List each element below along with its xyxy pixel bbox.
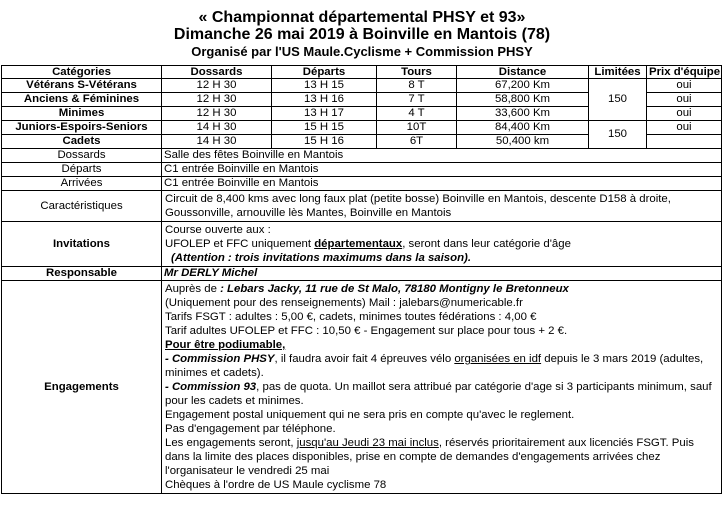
departs-cell: 15 H 16	[272, 135, 377, 149]
dossards-cell: 14 H 30	[162, 121, 272, 135]
info-value	[162, 281, 722, 494]
invitations-line: Course ouverte aux :	[165, 224, 271, 236]
distance-cell: 50,400 km	[457, 135, 589, 149]
category-cell: Juniors-Espoirs-Seniors	[2, 121, 162, 135]
info-label: Départs	[2, 163, 162, 177]
distance-cell: 67,200 Km	[457, 79, 589, 93]
text: , pas de quota. Un maillot sera attribué par catégorie d'age si 3 participants minimum, sauf pour les cadets et minimes.	[165, 381, 712, 407]
info-row-departs	[2, 163, 722, 177]
text: Les engagements seront,	[165, 437, 297, 449]
category-cell: Minimes	[2, 107, 162, 121]
prix-cell	[647, 135, 722, 149]
tours-cell: 8 T	[377, 79, 457, 93]
category-cell: Cadets	[2, 135, 162, 149]
info-label: Engagements	[2, 281, 162, 494]
engagement-line	[165, 436, 718, 478]
info-value	[162, 222, 722, 267]
invitations-line	[165, 237, 718, 251]
info-row-responsable	[2, 267, 722, 281]
text: UFOLEP et FFC uniquement	[165, 238, 315, 250]
tours-cell: 4 T	[377, 107, 457, 121]
info-label: Invitations	[2, 222, 162, 267]
engagement-line: Tarif adultes UFOLEP et FFC : 10,50 € - Engagement sur place pour tous + 2 €.	[165, 325, 568, 337]
prix-cell: oui	[647, 79, 722, 93]
info-row-dossards	[2, 149, 722, 163]
departs-cell: 15 H 15	[272, 121, 377, 135]
title-line-1: « Championnat départemental PHSY et 93»	[198, 9, 526, 26]
info-label: Arrivées	[2, 177, 162, 191]
info-value: C1 entrée Boinville en Mantois	[162, 177, 722, 191]
text: depuis le 3 mars 2019 (adultes, minimes et cadets).	[165, 353, 704, 379]
col-header: Distance	[457, 66, 589, 79]
category-cell: Anciens & Féminines	[2, 93, 162, 107]
info-label: Caractéristiques	[2, 191, 162, 222]
table-header-row	[2, 66, 722, 79]
engagement-line: (Uniquement pour des renseignements) Mail : jalebars@numericable.fr	[165, 297, 523, 309]
info-label: Responsable	[2, 267, 162, 281]
info-row-engagements	[2, 281, 722, 494]
prix-cell: oui	[647, 107, 722, 121]
engagement-line: Tarifs FSGT : adultes : 5,00 €, cadets, minimes toutes fédérations : 4,00 €	[165, 311, 537, 323]
info-row-arrivees	[2, 177, 722, 191]
engagement-line	[165, 352, 718, 380]
departs-cell: 13 H 16	[272, 93, 377, 107]
departs-cell: 13 H 17	[272, 107, 377, 121]
info-value: Circuit de 8,400 kms avec long faux plat (petite bosse) Boinville en Mantois, descente D158 à droite, Goussonville, arnouville lès Mantes, Boinville en Mantois	[162, 191, 722, 222]
table-row	[2, 121, 722, 135]
text-underline: jusqu'au Jeudi 23 mai inclus	[296, 437, 439, 449]
title-line-2: Dimanche 26 mai 2019 à Boinville en Mantois (78)	[173, 26, 551, 43]
info-label: Dossards	[2, 149, 162, 163]
dossards-cell: 14 H 30	[162, 135, 272, 149]
title-line-3: Organisé par l'US Maule.Cyclisme + Commission PHSY	[191, 44, 533, 59]
text-emph: - Commission PHSY	[165, 353, 275, 365]
limitees-cell: 150	[589, 121, 647, 149]
prix-cell: oui	[647, 93, 722, 107]
info-value: Mr DERLY Michel	[162, 267, 722, 281]
dossards-cell: 12 H 30	[162, 107, 272, 121]
text: , réservés prioritairement aux licenciés FSGT. Puis dans la limite des places disponibles, prise en compte de demandes d'engagements arrivées chez l'organisateur le vendredi 25 mai	[165, 437, 694, 477]
text: , il faudra avoir fait 4 épreuves vélo	[274, 353, 455, 365]
col-header: Dossards	[162, 66, 272, 79]
distance-cell: 58,800 Km	[457, 93, 589, 107]
text: , seront dans leur catégorie d'âge	[402, 238, 571, 250]
col-header: Catégories	[2, 66, 162, 79]
tours-cell: 6T	[377, 135, 457, 149]
text-underline: organisées en idf	[454, 353, 542, 365]
engagement-line: Engagement postal uniquement qui ne sera pris en compte qu'avec le reglement.	[165, 409, 575, 421]
engagement-line: Pour être podiumable,	[165, 339, 286, 351]
info-value: Salle des fêtes Boinville en Mantois	[162, 149, 722, 163]
table-row	[2, 79, 722, 93]
info-value: C1 entrée Boinville en Mantois	[162, 163, 722, 177]
text-emph: - Commission 93	[165, 381, 257, 393]
category-cell: Vétérans S-Vétérans	[2, 79, 162, 93]
col-header: Tours	[377, 66, 457, 79]
col-header: Prix d'équipe	[647, 66, 722, 79]
info-row-invitations	[2, 222, 722, 267]
col-header: Départs	[272, 66, 377, 79]
tours-cell: 7 T	[377, 93, 457, 107]
text-emph: départementaux	[314, 238, 403, 250]
info-row-caracteristiques	[2, 191, 722, 222]
distance-cell: 84,400 Km	[457, 121, 589, 135]
engagement-line: Chèques à l'ordre de US Maule cyclisme 78	[165, 479, 387, 491]
invitations-warning: (Attention : trois invitations maximums dans la saison).	[171, 252, 471, 264]
text-emph: : Lebars Jacky, 11 rue de St Malo, 78180 Montigny le Bretonneux	[220, 283, 569, 295]
dossards-cell: 12 H 30	[162, 79, 272, 93]
engagement-line: Pas d'engagement par téléphone.	[165, 423, 336, 435]
col-header: Limitées	[589, 66, 647, 79]
tours-cell: 10T	[377, 121, 457, 135]
prix-cell: oui	[647, 121, 722, 135]
distance-cell: 33,600 Km	[457, 107, 589, 121]
dossards-cell: 12 H 30	[162, 93, 272, 107]
departs-cell: 13 H 15	[272, 79, 377, 93]
engagement-line	[165, 282, 718, 296]
text: Auprès de	[165, 283, 221, 295]
engagement-line	[165, 380, 718, 408]
limitees-cell: 150	[589, 79, 647, 121]
race-table	[1, 65, 722, 494]
